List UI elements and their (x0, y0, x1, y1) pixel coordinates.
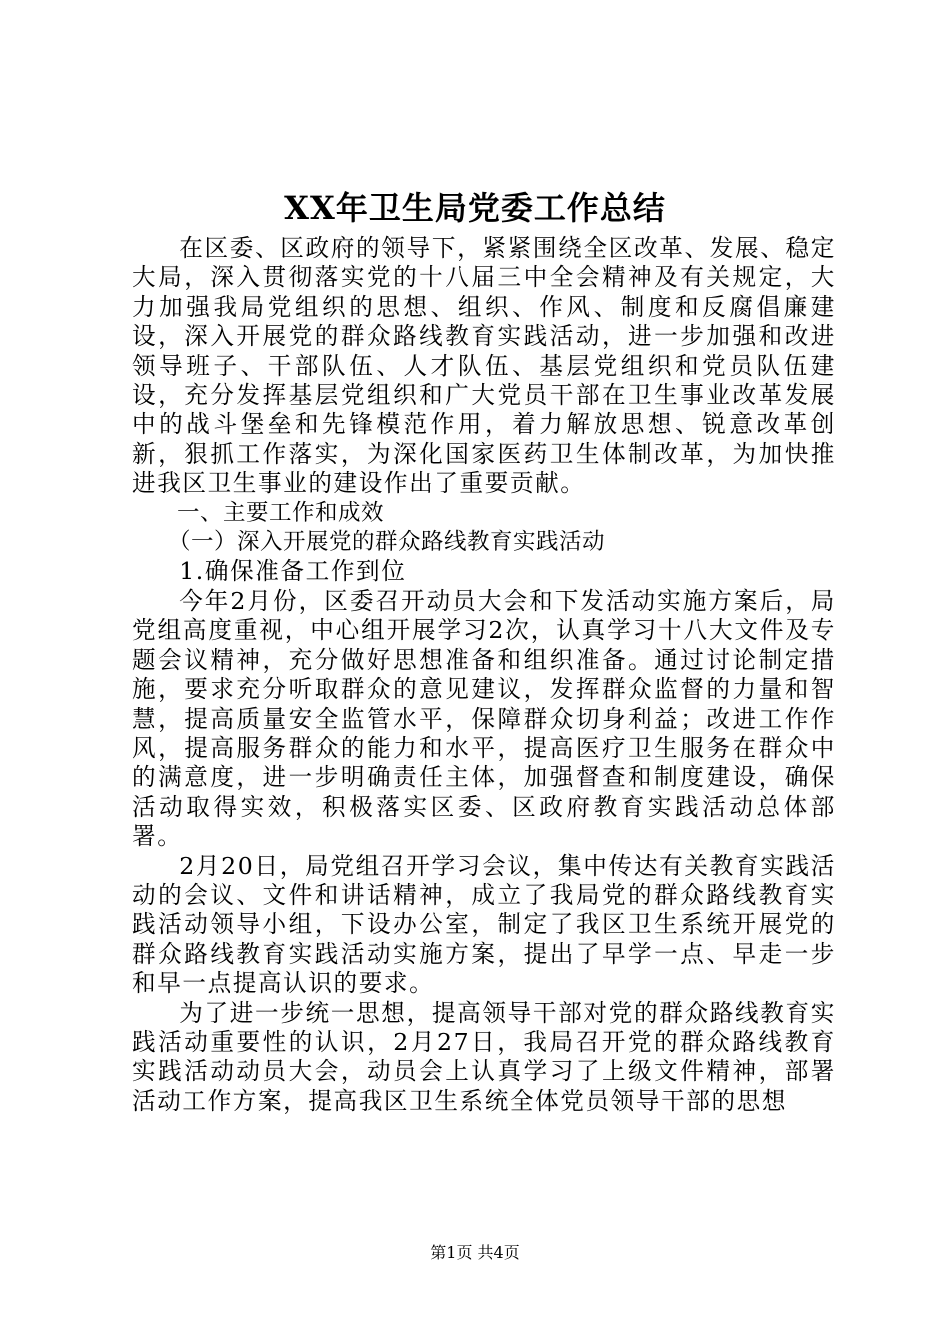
intro-paragraph: 在区委、区政府的领导下，紧紧围绕全区改革、发展、稳定大局，深入贯彻落实党的十八届三中全会精神及有关规定，大力加强我局党组织的思想、组织、作风、制度和反腐倡廉建设，深入开展党的群众路线教育实践活动，进一步加强和改进领导班子、干部队伍、人才队伍、基层党组织和党员队伍建设，充分发挥基层党组织和广大党员干部在卫生事业改革发展中的战斗堡垒和先锋模范作用，着力解放思想、锐意改革创新，狠抓工作落实，为深化国家医药卫生体制改革，为加快推进我区卫生事业的建设作出了重要贡献。 (132, 234, 836, 498)
item-heading: 1.确保准备工作到位 (179, 557, 407, 586)
subsection-heading: （一）深入开展党的群众路线教育实践活动 (168, 529, 606, 556)
body-paragraph: 2月20日，局党组召开学习会议，集中传达有关教育实践活动的会议、文件和讲话精神，成立了我局党的群众路线教育实践活动领导小组，下设办公室，制定了我区卫生系统开展党的群众路线教育实践活动实施方案，提出了早学一点、早走一步和早一点提高认识的要求。 (132, 851, 836, 998)
document-body (132, 234, 836, 1116)
page-footer: 第1页 共4页 (430, 1243, 520, 1262)
section-heading: 一、主要工作和成效 (177, 499, 385, 526)
body-paragraph: 为了进一步统一思想，提高领导干部对党的群众路线教育实践活动重要性的认识，2月27日，我局召开党的群众路线教育实践活动动员大会，动员会上认真学习了上级文件精神，部署活动工作方案，提高我区卫生系统全体党员领导干部的思想 (132, 998, 836, 1115)
body-paragraph: 今年2月份，区委召开动员大会和下发活动实施方案后，局党组高度重视，中心组开展学习2次，认真学习十八大文件及专题会议精神，充分做好思想准备和组织准备。通过讨论制定措施，要求充分听取群众的意见建议，发挥群众监督的力量和智慧，提高质量安全监管水平，保障群众切身利益；改进工作作风，提高服务群众的能力和水平，提高医疗卫生服务在群众中的满意度，进一步明确责任主体，加强督查和制度建设，确保活动取得实效，积极落实区委、区政府教育实践活动总体部署。 (132, 586, 836, 851)
document-title: XX年卫生局党委工作总结 (284, 189, 666, 227)
